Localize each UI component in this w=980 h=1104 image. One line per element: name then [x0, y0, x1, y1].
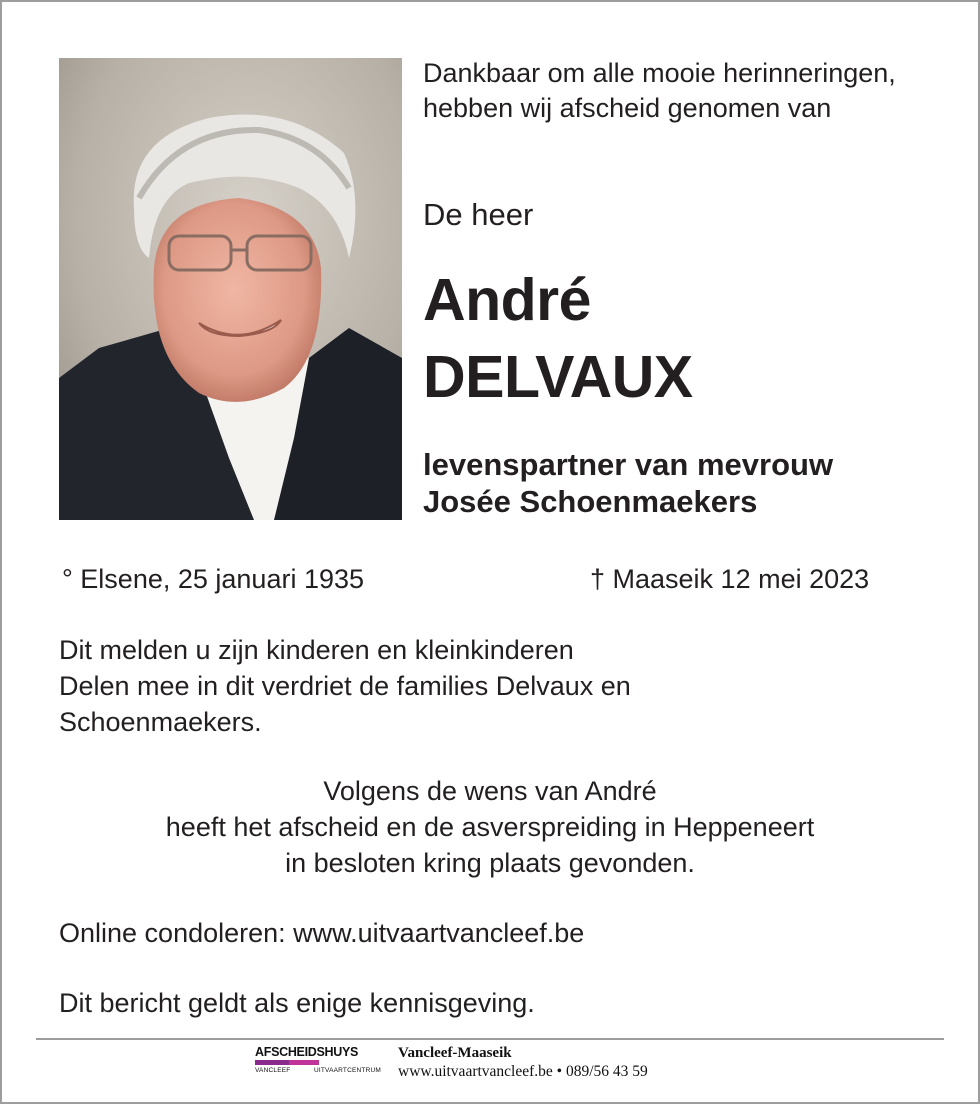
contact-details: www.uitvaartvancleef.be • 089/56 43 59 [398, 1063, 648, 1080]
birth-info: ° Elsene, 25 januari 1935 [62, 564, 365, 594]
logo-subtitle [255, 1066, 381, 1075]
deceased-first-name: André [423, 267, 591, 333]
portrait-photo [59, 58, 402, 520]
logo-left-text: VANCLEEF [255, 1067, 291, 1074]
announce-line-2: Delen mee in dit verdriet de families Delvaux en [59, 671, 631, 701]
footer-divider [36, 1038, 944, 1040]
partner-line-2: Josée Schoenmaekers [423, 484, 758, 519]
wish-line-2: heeft het afscheid en de asverspreiding in Heppeneert [165, 812, 815, 842]
footer-contact [398, 1044, 648, 1082]
wish-line-3: in besloten kring plaats gevonden. [285, 848, 695, 878]
announcement [59, 632, 939, 740]
funeral-home-logo [255, 1045, 381, 1081]
wish-paragraph [0, 773, 980, 881]
online-condolences: Online condoleren: www.uitvaartvancleef.be [59, 918, 585, 948]
announce-line-3: Schoenmaekers. [59, 707, 262, 737]
company-name: Vancleef-Maaseik [398, 1045, 512, 1061]
partner-block [423, 446, 963, 520]
partner-line-1: levenspartner van mevrouw [423, 447, 834, 482]
wish-line-1: Volgens de wens van André [323, 776, 657, 806]
deceased-last-name: DELVAUX [423, 344, 693, 410]
logo-color-bar [255, 1060, 381, 1065]
logo-title: AFSCHEIDSHUYS [255, 1045, 359, 1059]
logo-right-text: UITVAARTCENTRUM [313, 1067, 381, 1074]
announce-line-1: Dit melden u zijn kinderen en kleinkinderen [59, 635, 574, 665]
intro-text: Dankbaar om alle mooie herinneringen, hebben wij afscheid genomen van [423, 58, 896, 123]
notice-text: Dit bericht geldt als enige kennisgeving. [59, 988, 535, 1018]
death-info: † Maaseik 12 mei 2023 [590, 564, 870, 594]
honorific: De heer [423, 197, 534, 232]
